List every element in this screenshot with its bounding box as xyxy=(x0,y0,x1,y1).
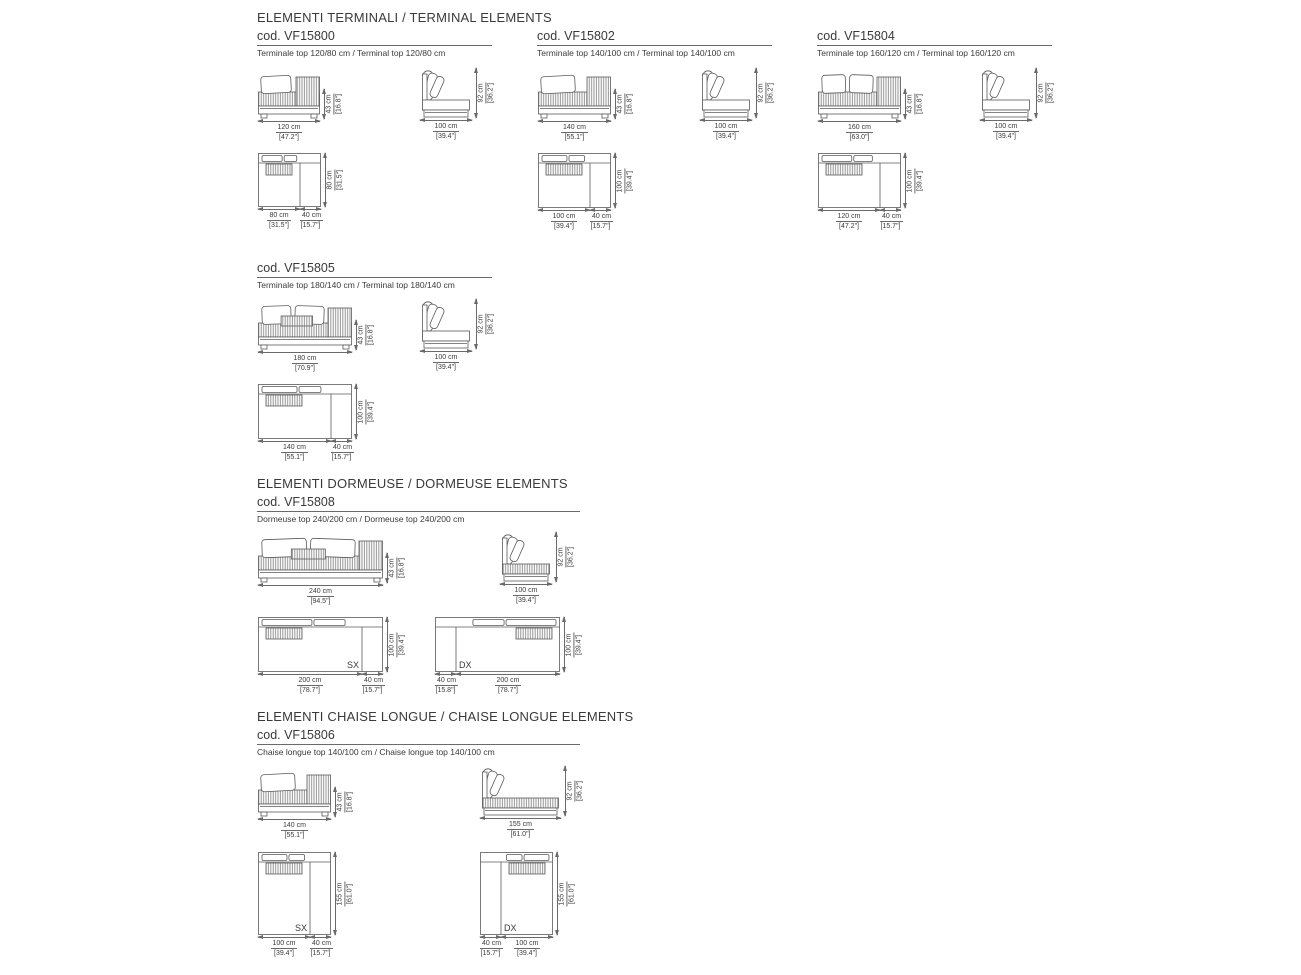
vf15806-side-view xyxy=(480,766,585,839)
width-dimensions: 200 cm [78.7"] 40 cm [15.7"] xyxy=(258,674,407,695)
sofa-top-drawing xyxy=(435,617,560,672)
height-dimension: 92 cm [36.2"] xyxy=(1036,68,1056,118)
product-code: cod. VF15808 xyxy=(257,495,580,512)
height-dimension: 43 cm [16.8"] xyxy=(615,89,635,119)
vf15806-top-view-sx xyxy=(258,852,355,958)
vf15805-top-view xyxy=(258,384,376,462)
height-dimension: 92 cm [36.2"] xyxy=(476,68,496,118)
width-dimensions: 40 cm [15.8"] 200 cm [78.7"] xyxy=(435,674,584,695)
vf15802-front-view xyxy=(538,72,635,142)
width-dimensions: 140 cm [55.1"] 40 cm [15.7"] xyxy=(258,441,376,462)
product-subtitle: Terminale top 140/100 cm / Terminal top 140/100 cm xyxy=(537,48,735,58)
width-dimensions: 120 cm [47.2"] 40 cm [15.7"] xyxy=(818,210,925,231)
width-dimension: 160 cm [63.0"] xyxy=(818,121,901,142)
product-subtitle: Chaise longue top 140/100 cm / Chaise longue top 140/100 cm xyxy=(257,747,495,757)
height-dimension: 92 cm [36.2"] xyxy=(756,68,776,118)
product-code: cod. VF15800 xyxy=(257,29,492,46)
sofa-side-drawing xyxy=(420,68,472,118)
height-dimension: 92 cm [36.2"] xyxy=(476,299,496,349)
width-dimensions: 100 cm [39.4"] 40 cm [15.7"] xyxy=(258,937,355,958)
width-dimension: 240 cm [94.5"] xyxy=(258,585,383,606)
depth-dimension: 100 cm [39.4"] xyxy=(356,384,376,439)
product-code: cod. VF15802 xyxy=(537,29,772,46)
vf15808-front-view xyxy=(258,536,407,606)
vf15800-side-view xyxy=(420,68,496,141)
vf15806-top-view-dx xyxy=(480,852,577,958)
height-dimension: 43 cm [16.8"] xyxy=(905,89,925,119)
height-dimension: 92 cm [36.2"] xyxy=(565,766,585,816)
vf15804-top-view xyxy=(818,153,925,231)
product-header-vf15806 xyxy=(257,728,580,757)
vf15808-side-view xyxy=(500,532,576,605)
sofa-side-drawing xyxy=(480,766,561,816)
orientation-label-dx: DX xyxy=(459,660,472,670)
vf15805-front-view xyxy=(258,303,376,373)
sofa-top-drawing xyxy=(538,153,611,208)
product-subtitle: Dormeuse top 240/200 cm / Dormeuse top 240/200 cm xyxy=(257,514,465,524)
product-header-vf15808 xyxy=(257,495,580,524)
sofa-front-drawing xyxy=(818,72,901,119)
width-dimensions: 100 cm [39.4"] 40 cm [15.7"] xyxy=(538,210,635,231)
vf15802-top-view xyxy=(538,153,635,231)
section-title-chaise: ELEMENTI CHAISE LONGUE / CHAISE LONGUE ELEMENTS xyxy=(257,709,634,724)
sofa-front-drawing xyxy=(258,72,320,119)
depth-dimension: 100 cm [39.4"] xyxy=(700,120,752,141)
height-dimension: 43 cm [16.8"] xyxy=(387,553,407,583)
vf15802-side-view xyxy=(700,68,776,141)
depth-dimension: 100 cm [39.4"] xyxy=(500,584,552,605)
product-subtitle: Terminale top 180/140 cm / Terminal top 180/140 cm xyxy=(257,280,455,290)
vf15800-front-view xyxy=(258,72,344,142)
sofa-side-drawing xyxy=(500,532,552,582)
sofa-front-drawing xyxy=(258,303,352,350)
width-dimension: 140 cm [55.1"] xyxy=(538,121,611,142)
vf15804-front-view xyxy=(818,72,925,142)
sofa-front-drawing xyxy=(538,72,611,119)
depth-dimension: 100 cm [39.4"] xyxy=(564,617,584,672)
vf15805-side-view xyxy=(420,299,496,372)
width-dimension: 120 cm [47.2"] xyxy=(258,121,320,142)
product-code: cod. VF15805 xyxy=(257,261,492,278)
section-title-dormeuse: ELEMENTI DORMEUSE / DORMEUSE ELEMENTS xyxy=(257,476,568,491)
depth-dimension: 155 cm [61.0"] xyxy=(335,852,355,935)
product-code: cod. VF15806 xyxy=(257,728,580,745)
product-header-vf15800 xyxy=(257,29,492,58)
depth-dimension: 155 cm [61.0"] xyxy=(557,852,577,935)
sofa-front-drawing xyxy=(258,536,383,583)
depth-dimension: 155 cm [61.0"] xyxy=(480,818,561,839)
sofa-top-drawing xyxy=(818,153,901,208)
orientation-label-dx: DX xyxy=(504,923,517,933)
sofa-top-drawing xyxy=(258,617,383,672)
depth-dimension: 100 cm [39.4"] xyxy=(980,120,1032,141)
height-dimension: 43 cm [16.8"] xyxy=(324,89,344,119)
depth-dimension: 100 cm [39.4"] xyxy=(905,153,925,208)
width-dimensions: 80 cm [31.5"] 40 cm [15.7"] xyxy=(258,209,345,230)
product-header-vf15805 xyxy=(257,261,492,290)
vf15806-front-view xyxy=(258,770,355,840)
product-header-vf15802 xyxy=(537,29,772,58)
product-header-vf15804 xyxy=(817,29,1052,58)
sofa-top-drawing xyxy=(258,153,321,207)
sofa-top-drawing xyxy=(258,384,352,439)
vf15800-top-view xyxy=(258,153,345,230)
section-title-terminal: ELEMENTI TERMINALI / TERMINAL ELEMENTS xyxy=(257,10,552,25)
sofa-side-drawing xyxy=(980,68,1032,118)
width-dimensions: 40 cm [15.7"] 100 cm [39.4"] xyxy=(480,937,577,958)
orientation-label-sx: SX xyxy=(346,660,359,670)
height-dimension: 92 cm [36.2"] xyxy=(556,532,576,582)
orientation-label-sx: SX xyxy=(294,923,307,933)
depth-dimension: 100 cm [39.4"] xyxy=(420,351,472,372)
sofa-side-drawing xyxy=(420,299,472,349)
depth-dimension: 100 cm [39.4"] xyxy=(420,120,472,141)
vf15808-top-view-sx xyxy=(258,617,407,695)
depth-dimension: 100 cm [39.4"] xyxy=(387,617,407,672)
height-dimension: 43 cm [16.8"] xyxy=(356,320,376,350)
vf15804-side-view xyxy=(980,68,1056,141)
width-dimension: 140 cm [55.1"] xyxy=(258,819,331,840)
product-subtitle: Terminale top 120/80 cm / Terminal top 120/80 cm xyxy=(257,48,446,58)
product-subtitle: Terminale top 160/120 cm / Terminal top 160/120 cm xyxy=(817,48,1015,58)
width-dimension: 180 cm [70.9"] xyxy=(258,352,352,373)
sofa-front-drawing xyxy=(258,770,331,817)
sofa-side-drawing xyxy=(700,68,752,118)
product-code: cod. VF15804 xyxy=(817,29,1052,46)
height-dimension: 43 cm [16.8"] xyxy=(335,787,355,817)
depth-dimension: 80 cm [31.5"] xyxy=(325,153,345,207)
depth-dimension: 100 cm [39.4"] xyxy=(615,153,635,208)
vf15808-top-view-dx xyxy=(435,617,584,695)
